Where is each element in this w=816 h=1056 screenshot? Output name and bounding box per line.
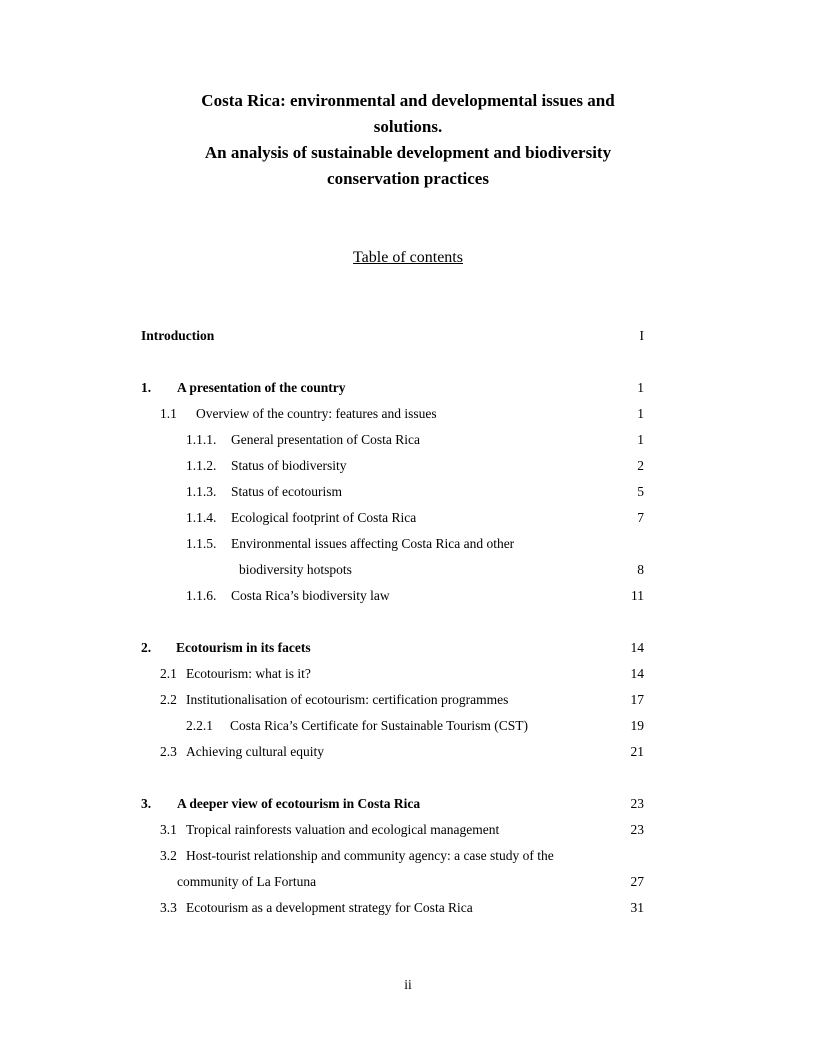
section-number: 1.1.2.: [186, 458, 217, 473]
toc-page-number: 14: [630, 640, 644, 655]
section-number: 1.1.3.: [186, 484, 217, 499]
toc-entry-1-1-1: [186, 431, 420, 449]
toc-entry-2-2: [160, 691, 508, 709]
toc-page-number: 2: [637, 458, 644, 473]
toc-entry-introduction: Introduction: [141, 328, 215, 343]
toc-entry-3-2: [160, 847, 554, 865]
document-title: [140, 88, 676, 192]
section-number: 3.3: [160, 900, 177, 915]
section-number: 1.: [141, 380, 152, 395]
toc-page-number: 5: [637, 484, 644, 499]
section-label: Host-tourist relationship and community agency: a case study of the: [186, 848, 554, 863]
toc-entry-2-2-1: [186, 717, 528, 735]
toc-entry-3-3: [160, 899, 473, 917]
section-label: General presentation of Costa Rica: [231, 432, 420, 447]
toc-entry-1-1-2: [186, 457, 347, 475]
toc-heading: Table of contents: [353, 249, 463, 266]
title-line: Costa Rica: environmental and developmental issues and: [201, 91, 615, 110]
toc-page-number: 1: [637, 406, 644, 421]
toc-entry-section-3: [141, 795, 420, 813]
toc-page-number: 23: [630, 822, 644, 837]
toc-entry-2-3: [160, 743, 324, 761]
title-line: An analysis of sustainable development and biodiversity: [204, 143, 612, 162]
toc-entry-3-2-continuation: community of La Fortuna: [177, 874, 317, 889]
toc-page-number: 27: [630, 874, 644, 889]
section-label: Ecotourism as a development strategy for Costa Rica: [186, 900, 473, 915]
section-number: 1.1.6.: [186, 588, 217, 603]
toc-entry-2-1: [160, 665, 311, 683]
toc-entry-1-1-3: [186, 483, 342, 501]
title-line: conservation practices: [327, 169, 489, 188]
toc-page-number: 7: [637, 510, 644, 525]
section-number: 3.1: [160, 822, 177, 837]
toc-page-number: 1: [637, 380, 644, 395]
toc-entry-section-2: [141, 639, 311, 657]
toc-page-number: 1: [637, 432, 644, 447]
section-number: 1.1: [160, 406, 177, 421]
toc-entry-1-1-4: [186, 509, 416, 527]
section-label: Institutionalisation of ecotourism: certification programmes: [186, 692, 509, 707]
toc-entry-1-1-5: [186, 535, 514, 553]
toc-page-number: 11: [631, 588, 644, 603]
section-label: A presentation of the country: [177, 380, 346, 395]
section-label: Costa Rica’s biodiversity law: [231, 588, 390, 603]
toc-entry-1-1-6: [186, 587, 390, 605]
toc-page-number: 8: [637, 562, 644, 577]
section-number: 2.2: [160, 692, 177, 707]
section-number: 3.: [141, 796, 152, 811]
section-number: 1.1.4.: [186, 510, 217, 525]
section-label: Ecotourism in its facets: [176, 640, 311, 655]
toc-page-number: I: [639, 328, 644, 343]
section-number: 2.3: [160, 744, 177, 759]
section-label: Achieving cultural equity: [186, 744, 324, 759]
section-number: 1.1.5.: [186, 536, 217, 551]
section-label: Status of biodiversity: [231, 458, 347, 473]
toc-entry-3-1: [160, 821, 499, 839]
section-label: Tropical rainforests valuation and ecological management: [186, 822, 500, 837]
toc-page-number: 21: [630, 744, 644, 759]
toc-page-number: 14: [630, 666, 644, 681]
toc-page-number: 31: [630, 900, 644, 915]
section-number: 3.2: [160, 848, 177, 863]
section-number: 2.: [141, 640, 152, 655]
toc-entry-section-1: [141, 379, 346, 397]
toc-entry-1-1-5-continuation: biodiversity hotspots: [239, 562, 352, 577]
section-label: Costa Rica’s Certificate for Sustainable Tourism (CST): [230, 718, 529, 733]
section-label: Ecotourism: what is it?: [186, 666, 311, 681]
toc-page-number: 23: [630, 796, 644, 811]
section-label: Environmental issues affecting Costa Rica and other: [231, 536, 515, 551]
title-line: solutions.: [373, 117, 443, 136]
toc-entry-1-1: [160, 405, 437, 423]
section-label: Status of ecotourism: [231, 484, 342, 499]
section-number: 1.1.1.: [186, 432, 217, 447]
section-number: 2.1: [160, 666, 177, 681]
section-label: Overview of the country: features and issues: [196, 406, 437, 421]
footer-page-number: ii: [404, 977, 412, 992]
section-label: A deeper view of ecotourism in Costa Rica: [177, 796, 421, 811]
toc-page-number: 17: [630, 692, 644, 707]
section-label: Ecological footprint of Costa Rica: [231, 510, 417, 525]
section-number: 2.2.1: [186, 718, 213, 733]
toc-page-number: 19: [630, 718, 644, 733]
